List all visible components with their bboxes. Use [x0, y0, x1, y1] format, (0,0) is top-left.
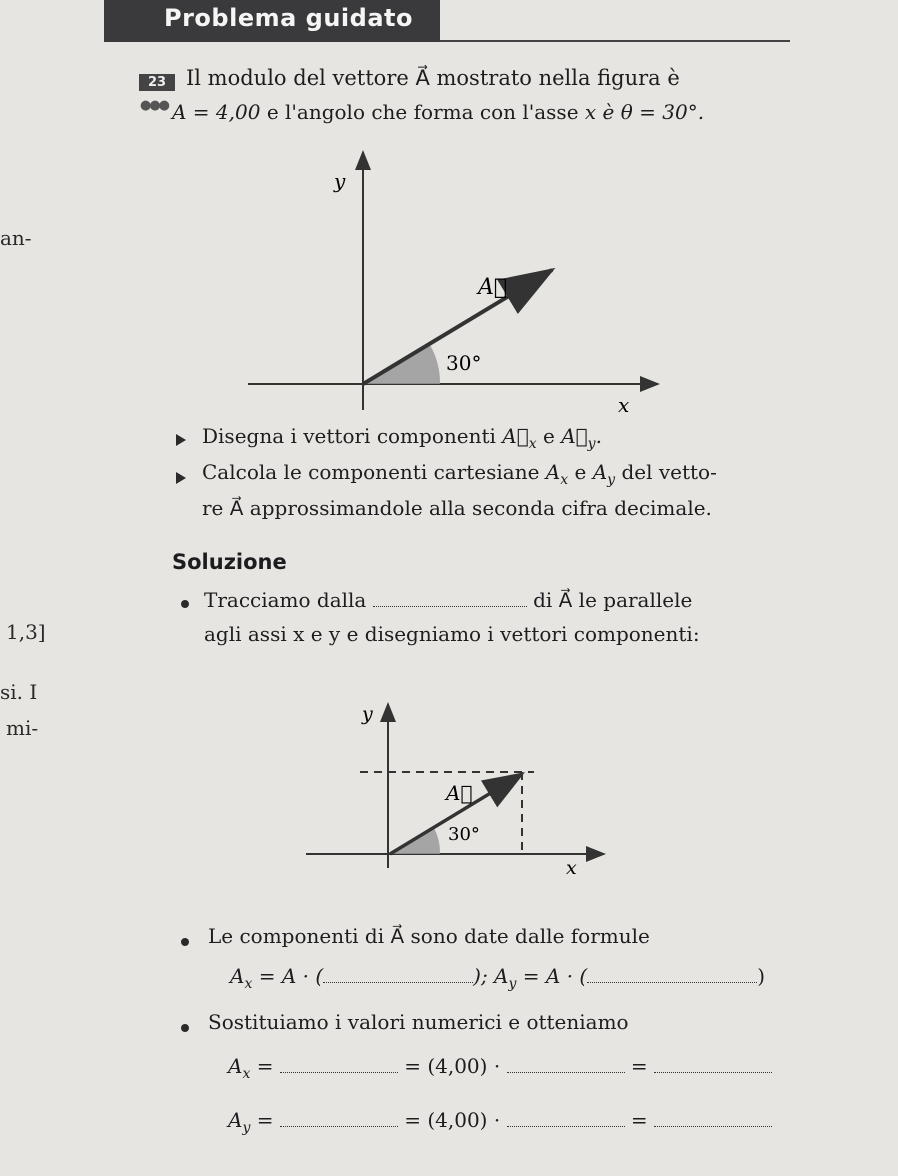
component-ax: $A⃗_x$: [502, 424, 537, 452]
problem-line-2: [172, 100, 704, 124]
task-2-text-a: Calcola le componenti cartesiane: [202, 460, 540, 484]
component-ay: $A⃗_y$.: [561, 424, 602, 452]
figure-component-diagram: [300, 690, 620, 890]
margin-note-1: an-: [0, 226, 32, 250]
margin-note-2: 1,3]: [6, 620, 46, 644]
formula-ax: A: [230, 964, 245, 988]
step-3: Sostituiamo i valori numerici e otteniamo: [208, 1010, 629, 1034]
task-marker-2: [176, 472, 186, 484]
step-1-text-b: di A⃗ le parallele: [533, 588, 693, 612]
angle-value: è θ = 30°.: [602, 100, 705, 124]
modulus-value: A = 4,00: [172, 100, 261, 124]
fig1-y-label: y: [334, 169, 346, 193]
fill-blank-cos[interactable]: [323, 964, 473, 983]
fill-blank-ay-2[interactable]: [507, 1108, 625, 1127]
fill-blank-ay-1[interactable]: [280, 1108, 398, 1127]
formula-close: ): [757, 964, 766, 988]
ay-lhs: A: [228, 1108, 243, 1132]
task-2-line-1: [202, 460, 717, 488]
difficulty-dots-icon: ●●●: [140, 98, 169, 113]
bullet-1: [181, 600, 189, 608]
figure-vector-diagram: [230, 140, 680, 420]
task-1: [202, 424, 602, 452]
fill-blank-sin[interactable]: [587, 964, 757, 983]
margin-note-3: si. I: [0, 680, 38, 704]
fig1-vector-label: A⃗: [478, 275, 508, 300]
ay-value: = (4,00) ·: [404, 1108, 501, 1132]
fill-blank-ax-result[interactable]: [654, 1054, 772, 1073]
header-title: Problema guidato: [164, 4, 413, 32]
axis-var: x: [584, 100, 597, 124]
fig1-x-label: x: [618, 393, 630, 417]
task-2-ay: $A_y$: [592, 460, 616, 488]
formula-ay: ); A: [473, 964, 509, 988]
formula-line: $A_x = A$ · ( ); $A_y = A$ · ( ): [230, 964, 766, 992]
task-1-text: Disegna i vettori componenti: [202, 424, 496, 448]
problem-line-2-text: e l'angolo che forma con l'asse: [266, 100, 579, 124]
fig1-angle-label: 30°: [446, 351, 482, 375]
ay-computation: $A_y$ = = (4,00) · =: [228, 1108, 772, 1136]
problem-number-badge: 23: [139, 74, 175, 91]
header-rule: [440, 40, 790, 42]
ax-computation: $A_x$ = = (4,00) · =: [228, 1054, 772, 1082]
step-1-line-2: agli assi x e y e disegniamo i vettori componenti:: [204, 622, 700, 646]
task-2-ax: $A_x$: [545, 460, 569, 488]
fill-blank-ay-result[interactable]: [654, 1108, 772, 1127]
fig2-vector-label: A⃗: [446, 781, 473, 805]
step-1-text-a: Tracciamo dalla: [204, 588, 367, 612]
task-marker-1: [176, 434, 186, 446]
fig2-x-label: x: [566, 857, 577, 879]
fill-blank-1[interactable]: [373, 588, 527, 607]
task-2-line-2: re A⃗ approssimandole alla seconda cifra decimale.: [202, 496, 712, 520]
ay-eq2: =: [630, 1108, 648, 1132]
ax-eq: =: [256, 1054, 274, 1078]
task-1-and: e: [542, 424, 555, 448]
fig2-y-label: y: [362, 703, 373, 725]
bullet-3: [181, 1024, 189, 1032]
fig2-angle-label: 30°: [448, 824, 480, 845]
step-2: Le componenti di A⃗ sono date dalle formule: [208, 924, 650, 948]
task-2-and: e: [574, 460, 587, 484]
fill-blank-ax-1[interactable]: [280, 1054, 398, 1073]
formula-ax-rhs: = A · (: [258, 964, 324, 988]
solution-heading: Soluzione: [172, 550, 287, 574]
step-1-line-1: [204, 588, 692, 612]
fill-blank-ax-2[interactable]: [507, 1054, 625, 1073]
ax-lhs: A: [228, 1054, 243, 1078]
task-2-text-b: del vetto-: [621, 460, 717, 484]
bullet-2: [181, 938, 189, 946]
ax-value: = (4,00) ·: [404, 1054, 501, 1078]
ay-eq: =: [256, 1108, 274, 1132]
formula-ay-rhs: = A · (: [522, 964, 588, 988]
problem-line-1: Il modulo del vettore A⃗ mostrato nella figura è: [186, 66, 680, 90]
margin-note-4: mi-: [6, 716, 39, 740]
ax-eq2: =: [630, 1054, 648, 1078]
